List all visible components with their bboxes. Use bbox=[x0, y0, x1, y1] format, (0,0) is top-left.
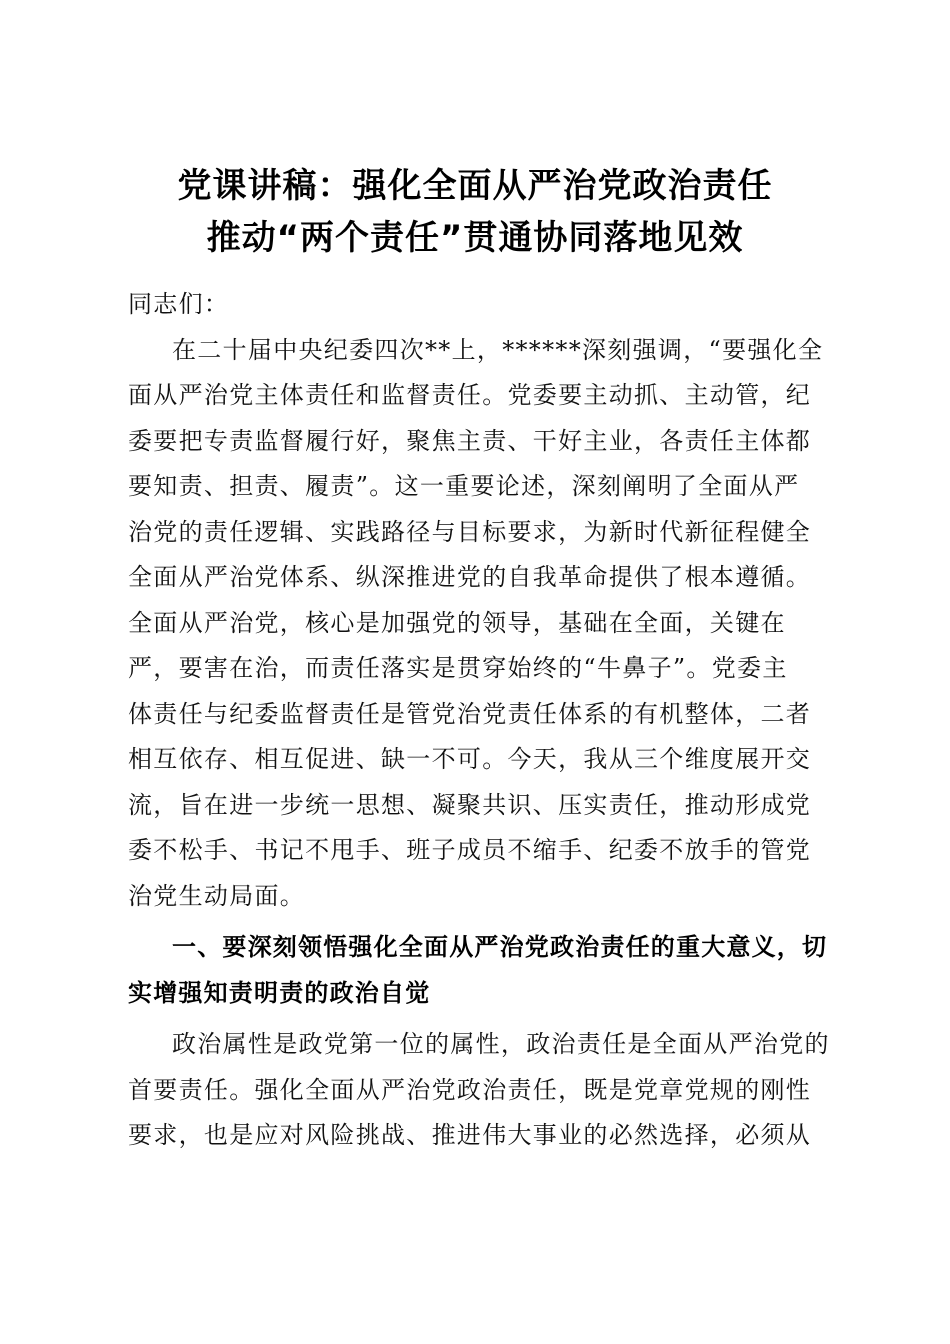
paragraph-line: 流，旨在进一步统一思想、凝聚共识、压实责任，推动形成党 bbox=[128, 790, 812, 819]
paragraph-line: 相互依存、相互促进、缺一不可。今天，我从三个维度展开交 bbox=[128, 745, 812, 773]
paragraph-line: 在二十届中央纪委四次**上，******深刻强调，“要强化全 bbox=[172, 335, 824, 364]
paragraph-line: 委不松手、书记不甩手、班子成员不缩手、纪委不放手的管党 bbox=[128, 836, 812, 864]
heading-line: 实增强知责明责的政治自觉 bbox=[128, 978, 431, 1007]
paragraph-line: 治党的责任逻辑、实践路径与目标要求，为新时代新征程健全 bbox=[128, 517, 812, 546]
paragraph-2 bbox=[128, 1022, 828, 1159]
paragraph-line: 严，要害在治，而责任落实是贯穿始终的“牛鼻子”。党委主 bbox=[128, 654, 788, 682]
title-line-1: 党课讲稿：强化全面从严治党政治责任 bbox=[177, 166, 773, 206]
paragraph-line: 全面从严治党体系、纵深推进党的自我革命提供了根本遵循。 bbox=[128, 563, 812, 591]
paragraph-line: 委要把专责监督履行好，聚焦主责、干好主业，各责任主体都 bbox=[128, 426, 812, 455]
paragraph-line: 要求，也是应对风险挑战、推进伟大事业的必然选择，必须从 bbox=[128, 1121, 812, 1149]
paragraph-line: 全面从严治党，核心是加强党的领导，基础在全面，关键在 bbox=[128, 608, 786, 637]
paragraph-line: 首要责任。强化全面从严治党政治责任，既是党章党规的刚性 bbox=[128, 1075, 812, 1104]
document-title bbox=[0, 160, 950, 264]
paragraph-line: 体责任与纪委监督责任是管党治党责任体系的有机整体，二者 bbox=[128, 699, 812, 728]
document-body bbox=[128, 282, 828, 1159]
heading-line: 一、要深刻领悟强化全面从严治党政治责任的重大意义，切 bbox=[172, 933, 828, 961]
paragraph-1 bbox=[128, 328, 828, 920]
paragraph-line: 政治属性是政党第一位的属性，政治责任是全面从严治党的 bbox=[172, 1030, 830, 1058]
title-line-2: 推动“两个责任”贯通协同落地见效 bbox=[206, 218, 744, 258]
paragraph-line: 要知责、担责、履责”。这一重要论述，深刻阐明了全面从严 bbox=[128, 472, 800, 500]
salutation: 同志们： bbox=[128, 290, 230, 318]
section-heading-1 bbox=[128, 925, 828, 1016]
paragraph-line: 治党生动局面。 bbox=[128, 881, 306, 910]
paragraph-line: 面从严治党主体责任和监督责任。党委要主动抓、主动管，纪 bbox=[128, 381, 812, 409]
